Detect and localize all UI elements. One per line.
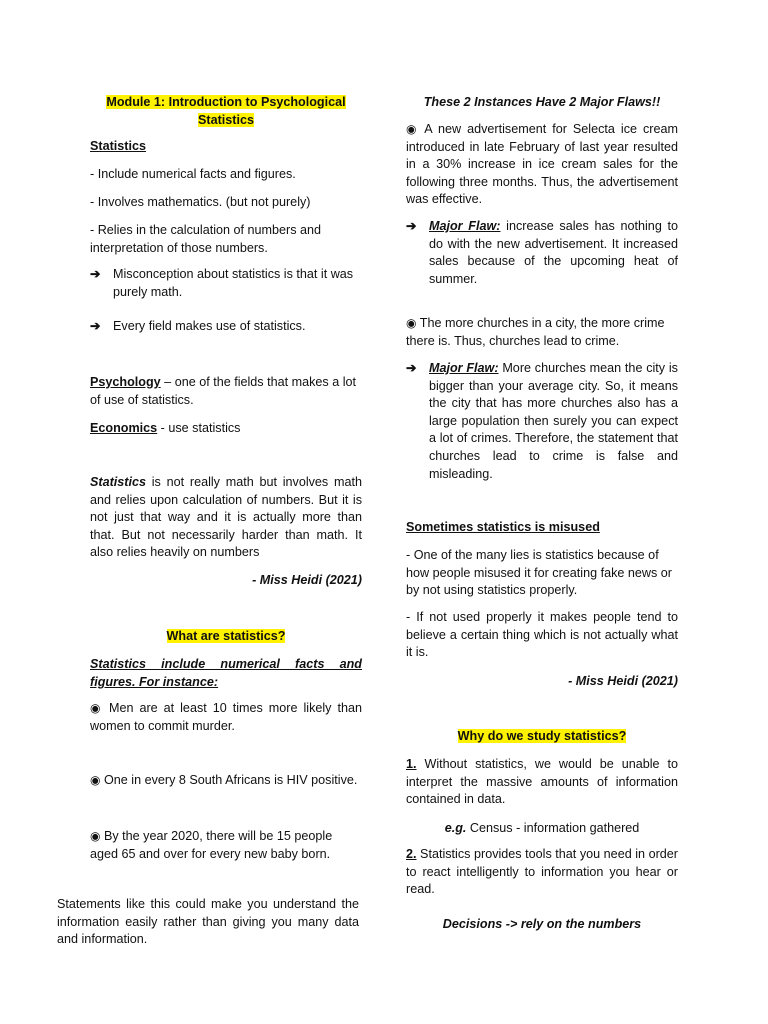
why-heading xyxy=(406,728,678,746)
misused-2: - If not used properly it makes people tend to believe a certain thing which is not actually what it is. xyxy=(406,610,678,660)
psychology-text: – one of the fields that makes a lot of use of statistics. xyxy=(90,375,357,407)
major-flaw-2-text xyxy=(429,360,678,483)
arrow-item-text: Every field makes use of statistics. xyxy=(113,319,306,333)
reason-1-number: 1. xyxy=(406,757,417,771)
module-title-text: Module 1: Introduction to Psychological Statistics xyxy=(106,95,346,127)
module-title xyxy=(90,94,362,129)
major-flaw-label: Major Flaw: xyxy=(429,219,501,233)
bullet-3: - Relies in the calculation of numbers and interpretation of those numbers. xyxy=(90,223,322,255)
flaws-heading: These 2 Instances Have 2 Major Flaws!! xyxy=(423,95,661,109)
economics-term: Economics xyxy=(90,421,158,435)
citation-1: - Miss Heidi (2021) xyxy=(252,573,362,587)
instance-2 xyxy=(406,315,678,350)
bullet-icon: ◉ xyxy=(90,773,101,787)
major-flaw-1-text xyxy=(429,218,678,288)
eg-label: e.g. xyxy=(444,821,467,835)
example-3 xyxy=(90,828,362,863)
economics-text: - use statistics xyxy=(157,421,241,435)
citation-2: - Miss Heidi (2021) xyxy=(568,674,678,688)
why-heading-text: Why do we study statistics? xyxy=(457,729,627,743)
reason-2-text: Statistics provides tools that you need in order to react intelligently to information you hear or read. xyxy=(406,847,678,897)
instance-2-text: The more churches in a city, the more crime there is. Thus, churches lead to crime. xyxy=(406,316,665,348)
statistics-paragraph xyxy=(90,474,362,562)
bullet-1: - Include numerical facts and figures. xyxy=(90,167,296,181)
reason-2 xyxy=(406,846,678,899)
instance-1-text: A new advertisement for Selecta ice cream introduced in late February of last year resulted in a 30% increase in ice cream sales for the following three months. Thus, the advertisement was effective. xyxy=(406,122,678,207)
major-flaw-2-body: More churches mean the city is bigger than your average city. So, it means the city that has more churches also has a large population then surely you can expect a lot of crimes. Therefore, the statement that churches lead to crime is false and misleading. xyxy=(429,361,678,481)
misused-1: - One of the many lies is statistics because of how people misused it for creating fake news or by not using statistics properly. xyxy=(406,548,673,598)
bullet-icon: ◉ xyxy=(90,829,101,843)
statistics-term: Statistics xyxy=(90,475,146,489)
bullet-icon: ◉ xyxy=(406,316,417,330)
bullet-2: - Involves mathematics. (but not purely) xyxy=(90,195,311,209)
example-1-text: Men are at least 10 times more likely than women to commit murder. xyxy=(90,701,362,733)
example-3-text: By the year 2020, there will be 15 people aged 65 and over for every new baby born. xyxy=(90,829,333,861)
example-2-text: One in every 8 South Africans is HIV positive. xyxy=(100,773,358,787)
misused-heading: Sometimes statistics is misused xyxy=(406,520,600,534)
instance-heading: Statistics include numerical facts and figures. For instance: xyxy=(90,657,362,689)
statistics-heading: Statistics xyxy=(90,139,146,153)
reason-1 xyxy=(406,756,678,809)
psychology-paragraph xyxy=(90,374,362,409)
arrow-icon: ➔ xyxy=(406,361,417,375)
reason-2-number: 2. xyxy=(406,847,417,861)
psychology-term: Psychology xyxy=(90,375,161,389)
major-flaw-1 xyxy=(406,218,678,288)
arrow-icon: ➔ xyxy=(90,319,101,333)
decisions-line: Decisions -> rely on the numbers xyxy=(442,917,642,931)
major-flaw-2 xyxy=(406,360,678,483)
example-1 xyxy=(90,700,362,735)
eg-text: Census - information gathered xyxy=(466,821,640,835)
reason-1-text: Without statistics, we would be unable to interpret the massive amounts of information contained in data. xyxy=(406,757,678,807)
arrow-icon: ➔ xyxy=(406,219,417,233)
bullet-icon: ◉ xyxy=(90,701,103,715)
example-line xyxy=(406,820,678,838)
statistics-text: is not really math but involves math and relies upon calculation of numbers. But it is not just that way and it is actually more than that. But not necessarily harder than math. It also relies heavily on numbers xyxy=(90,475,362,560)
arrow-icon: ➔ xyxy=(90,267,101,281)
bullet-icon: ◉ xyxy=(406,122,419,136)
major-flaw-1-body: increase sales has nothing to do with the new advertisement. It increased sales because of the upcoming heat of summer. xyxy=(429,219,679,286)
arrow-item-every-field xyxy=(90,318,362,336)
what-heading-text: What are statistics? xyxy=(166,629,286,643)
instance-1 xyxy=(406,121,678,209)
statements-paragraph: Statements like this could make you understand the information easily rather than giving you many data and information. xyxy=(57,897,359,947)
arrow-item-text: Misconception about statistics is that it was purely math. xyxy=(113,267,354,299)
arrow-item-misconception xyxy=(90,266,362,301)
example-2 xyxy=(90,772,362,790)
major-flaw-label: Major Flaw: xyxy=(429,361,499,375)
what-heading xyxy=(90,628,362,646)
economics-paragraph xyxy=(90,420,362,438)
